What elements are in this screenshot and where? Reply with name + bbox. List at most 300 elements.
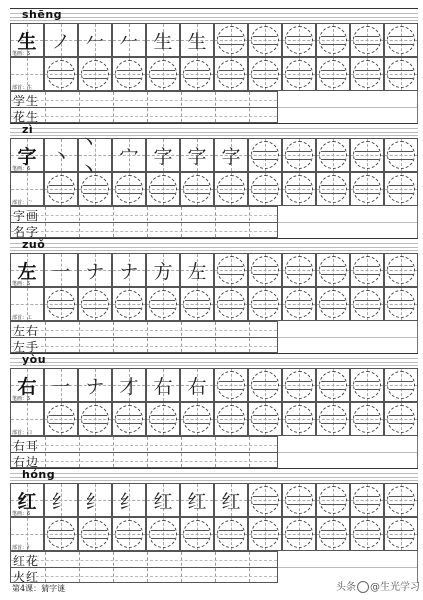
cell-guide (389, 423, 413, 424)
cell-circle (319, 405, 347, 433)
cell-guide (117, 78, 141, 79)
cell-guide (219, 381, 243, 382)
cell-guide (287, 300, 311, 301)
practice-cell (78, 368, 112, 402)
word-guide (79, 552, 80, 582)
pinyin-guide (10, 135, 418, 136)
pinyin-guide (10, 480, 418, 481)
word-guide (113, 437, 114, 467)
word-guide (11, 231, 277, 232)
cell-guide (185, 538, 209, 539)
cell-circle (217, 256, 245, 284)
word-guide (79, 437, 80, 467)
cell-guide (321, 423, 345, 424)
word-guide (249, 437, 250, 467)
practice-cell (282, 517, 316, 551)
cell-circle (319, 60, 347, 88)
cell-guide (219, 274, 243, 275)
practice-cell (350, 517, 384, 551)
practice-cell (248, 483, 282, 517)
cell-circle (285, 60, 313, 88)
word-example: 学生 (13, 94, 40, 108)
cell-guide (287, 423, 311, 424)
cell-guide (151, 185, 175, 186)
cell-guide (83, 538, 107, 539)
word-divider (11, 107, 277, 108)
practice-cell (180, 23, 214, 57)
practice-cell (146, 368, 180, 402)
radical-label: 部首：工 (12, 315, 33, 321)
word-guide (215, 207, 216, 237)
cell-guide (49, 423, 73, 424)
cell-guide (219, 193, 243, 194)
stroke-step: 纟 (85, 490, 105, 513)
word-example: 左手 (13, 340, 40, 354)
cell-guide (11, 189, 43, 190)
stroke-step: 丶丶 (79, 132, 99, 181)
cell-guide (117, 538, 141, 539)
cell-guide (185, 78, 209, 79)
word-example: 红花 (13, 554, 40, 568)
practice-cell (384, 253, 418, 287)
word-guide (181, 437, 182, 467)
word-guide (249, 552, 250, 582)
stroke-count-label: 笔画：5 (12, 281, 31, 287)
cell-circle (217, 175, 245, 203)
practice-cell (146, 517, 180, 551)
cell-circle (183, 520, 211, 548)
practice-cell (214, 287, 248, 321)
cell-circle (251, 520, 279, 548)
word-guide (249, 207, 250, 237)
cell-guide (253, 415, 277, 416)
practice-cell (316, 253, 350, 287)
cell-circle (285, 290, 313, 318)
word-guide (147, 207, 148, 237)
cell-guide (253, 193, 277, 194)
stroke-step: 左 (187, 260, 207, 283)
pinyin-guide (10, 20, 418, 21)
cell-guide (219, 423, 243, 424)
cell-guide (185, 193, 209, 194)
cell-circle (217, 60, 245, 88)
practice-cell (146, 172, 180, 206)
cell-guide (11, 74, 43, 75)
cell-guide (355, 44, 379, 45)
practice-cell (112, 172, 146, 206)
character-block (10, 238, 418, 353)
word-divider (11, 337, 277, 338)
cell-circle (285, 520, 313, 548)
practice-cell (384, 172, 418, 206)
practice-cell (44, 253, 78, 287)
word-guide (79, 322, 80, 352)
cell-guide (253, 530, 277, 531)
cell-guide (389, 538, 413, 539)
cell-guide (321, 159, 345, 160)
cell-guide (321, 308, 345, 309)
cell-guide (11, 304, 43, 305)
cell-guide (83, 530, 107, 531)
pinyin-row (10, 353, 418, 368)
cell-guide (321, 185, 345, 186)
practice-cell (350, 253, 384, 287)
cell-guide (83, 415, 107, 416)
practice-cell (316, 368, 350, 402)
stroke-step: 红 (187, 490, 207, 513)
cell-guide (287, 308, 311, 309)
stroke-count-label: 笔画：5 (12, 51, 31, 57)
word-guide (181, 207, 182, 237)
practice-cell (78, 402, 112, 436)
word-guide (45, 437, 46, 467)
cell-guide (389, 381, 413, 382)
practice-cell (180, 517, 214, 551)
word-guide (45, 552, 46, 582)
cell-circle (319, 141, 347, 169)
practice-cell (78, 23, 112, 57)
cell-circle (353, 486, 381, 514)
cell-circle (285, 256, 313, 284)
practice-cell (78, 57, 112, 91)
character-block (10, 468, 418, 583)
word-guide (113, 207, 114, 237)
word-guide (181, 322, 182, 352)
cell-guide (389, 415, 413, 416)
cell-circle (319, 486, 347, 514)
cell-guide (389, 78, 413, 79)
cell-guide (355, 159, 379, 160)
cell-guide (287, 159, 311, 160)
practice-cell (350, 287, 384, 321)
cell-circle (353, 405, 381, 433)
practice-cell (350, 402, 384, 436)
cell-guide (287, 193, 311, 194)
cell-circle (353, 520, 381, 548)
word-guide (249, 92, 250, 122)
practice-cell (78, 483, 112, 517)
word-divider (11, 452, 277, 453)
cell-guide (287, 496, 311, 497)
word-guide (11, 346, 277, 347)
pinyin-text: zì (22, 123, 34, 136)
practice-cell (248, 57, 282, 91)
cell-circle (251, 60, 279, 88)
cell-guide (83, 423, 107, 424)
cell-circle (285, 486, 313, 514)
cell-guide (287, 266, 311, 267)
practice-cell (384, 483, 418, 517)
cell-guide (253, 185, 277, 186)
word-guide (11, 215, 277, 216)
word-guide (249, 322, 250, 352)
word-practice-area (10, 551, 278, 583)
cell-guide (321, 381, 345, 382)
cell-circle (285, 175, 313, 203)
word-guide (79, 207, 80, 237)
practice-cell (112, 483, 146, 517)
cell-guide (253, 389, 277, 390)
cell-guide (389, 274, 413, 275)
cell-circle (387, 371, 415, 399)
pinyin-text: zuǒ (22, 238, 46, 251)
cell-guide (355, 274, 379, 275)
word-guide (215, 437, 216, 467)
cell-guide (49, 300, 73, 301)
practice-cell (384, 57, 418, 91)
cell-circle (217, 371, 245, 399)
cell-guide (287, 389, 311, 390)
cell-circle (353, 256, 381, 284)
cell-guide (355, 36, 379, 37)
cell-guide (117, 308, 141, 309)
practice-cell (384, 402, 418, 436)
cell-guide (287, 415, 311, 416)
cell-guide (253, 300, 277, 301)
cell-guide (83, 78, 107, 79)
cell-guide (355, 415, 379, 416)
practice-cell (214, 402, 248, 436)
cell-circle (183, 175, 211, 203)
practice-cell (248, 138, 282, 172)
practice-cell (146, 23, 180, 57)
stroke-step: 生 (187, 30, 207, 53)
cell-circle (319, 175, 347, 203)
cell-guide (355, 300, 379, 301)
cell-guide (185, 308, 209, 309)
practice-cell (316, 402, 350, 436)
cell-circle (115, 405, 143, 433)
stroke-step: ノ (51, 30, 71, 53)
pinyin-text: hóng (22, 468, 56, 481)
word-guide (45, 322, 46, 352)
cell-guide (83, 70, 107, 71)
pinyin-guide (10, 132, 418, 133)
practice-cell (146, 483, 180, 517)
cell-guide (253, 423, 277, 424)
cell-guide (253, 504, 277, 505)
practice-cell (44, 23, 78, 57)
stroke-step: 字 (153, 145, 173, 168)
character-block (10, 123, 418, 238)
radical-label: 部首：口 (12, 430, 33, 436)
stroke-step: 丶 (51, 145, 71, 168)
practice-cell (44, 368, 78, 402)
word-blank-line (278, 567, 417, 568)
cell-guide (321, 274, 345, 275)
cell-guide (253, 266, 277, 267)
cell-guide (321, 504, 345, 505)
practice-cell (316, 483, 350, 517)
stroke-step: 一 (51, 375, 71, 398)
word-guide (181, 552, 182, 582)
practice-cell (78, 287, 112, 321)
cell-guide (389, 159, 413, 160)
cell-guide (151, 78, 175, 79)
radical-label: 部首：纟 (12, 545, 33, 551)
cell-guide (355, 70, 379, 71)
cell-circle (115, 60, 143, 88)
practice-sheet (10, 8, 418, 584)
cell-guide (49, 530, 73, 531)
cell-guide (355, 423, 379, 424)
cell-guide (389, 266, 413, 267)
word-guide (11, 100, 277, 101)
cell-guide (287, 151, 311, 152)
cell-circle (353, 371, 381, 399)
cell-guide (287, 538, 311, 539)
watermark-text-a: 头条 (336, 582, 356, 593)
practice-cell (44, 402, 78, 436)
stroke-step: 红 (153, 490, 173, 513)
practice-cell (180, 138, 214, 172)
stroke-step: 𠂉 (119, 30, 139, 53)
pinyin-guide (10, 358, 418, 359)
practice-cell (214, 23, 248, 57)
word-guide (147, 437, 148, 467)
cell-circle (319, 26, 347, 54)
practice-cell (112, 57, 146, 91)
practice-cell (214, 138, 248, 172)
cell-guide (389, 70, 413, 71)
stroke-step: ナ (85, 260, 105, 283)
cell-circle (251, 371, 279, 399)
cell-guide (321, 193, 345, 194)
cell-guide (287, 78, 311, 79)
cell-guide (83, 193, 107, 194)
cell-guide (117, 193, 141, 194)
cell-circle (285, 405, 313, 433)
practice-cell (350, 23, 384, 57)
cell-guide (219, 530, 243, 531)
practice-cell (248, 172, 282, 206)
pinyin-guide (10, 128, 418, 129)
practice-cell (248, 287, 282, 321)
cell-guide (321, 530, 345, 531)
cell-guide (287, 530, 311, 531)
cell-guide (321, 266, 345, 267)
word-example: 字画 (13, 209, 40, 223)
stroke-step: 字 (187, 145, 207, 168)
cell-circle (251, 26, 279, 54)
cell-guide (11, 534, 43, 535)
cell-guide (287, 274, 311, 275)
practice-cell (282, 287, 316, 321)
word-example: 右边 (13, 455, 40, 469)
practice-cell (180, 287, 214, 321)
cell-circle (115, 175, 143, 203)
word-divider (11, 222, 277, 223)
cell-guide (219, 300, 243, 301)
cell-guide (355, 538, 379, 539)
cell-guide (83, 300, 107, 301)
cell-guide (49, 415, 73, 416)
stroke-step: 𠂉 (85, 30, 105, 53)
word-practice-area (10, 321, 278, 353)
practice-cell (282, 368, 316, 402)
practice-cell (44, 138, 78, 172)
cell-circle (217, 520, 245, 548)
cell-circle (319, 371, 347, 399)
practice-cell (112, 23, 146, 57)
word-example: 火红 (13, 570, 40, 584)
cell-guide (117, 70, 141, 71)
watermark-logo-icon (357, 581, 369, 593)
word-guide (181, 92, 182, 122)
word-blank-line (278, 107, 417, 108)
word-blank-line (278, 337, 417, 338)
watermark-text-b: @生光学习 (370, 582, 420, 593)
pinyin-guide (10, 362, 418, 363)
pinyin-row (10, 468, 418, 483)
cell-circle (353, 175, 381, 203)
cell-circle (47, 60, 75, 88)
practice-cell (316, 517, 350, 551)
practice-cell (316, 57, 350, 91)
practice-cell (78, 172, 112, 206)
word-divider (11, 567, 277, 568)
word-guide (215, 552, 216, 582)
word-guide (215, 92, 216, 122)
practice-cell (146, 57, 180, 91)
character-block (10, 353, 418, 468)
practice-cell (146, 287, 180, 321)
pinyin-row (10, 8, 418, 23)
word-practice-area (10, 91, 278, 123)
word-guide (11, 330, 277, 331)
practice-cell (214, 368, 248, 402)
practice-cell (146, 138, 180, 172)
cell-guide (185, 70, 209, 71)
cell-guide (117, 300, 141, 301)
word-guide (113, 92, 114, 122)
cell-guide (151, 423, 175, 424)
stroke-step: 纟 (51, 490, 71, 513)
cell-circle (47, 520, 75, 548)
cell-circle (47, 405, 75, 433)
cell-circle (285, 141, 313, 169)
practice-cell (112, 368, 146, 402)
word-practice-area (10, 436, 278, 468)
cell-guide (389, 193, 413, 194)
cell-circle (251, 486, 279, 514)
word-guide (113, 552, 114, 582)
word-guide (113, 322, 114, 352)
practice-cell (316, 287, 350, 321)
cell-guide (253, 381, 277, 382)
practice-cell (384, 287, 418, 321)
main-character: 生 (17, 30, 37, 53)
practice-cell (384, 517, 418, 551)
practice-cell (180, 253, 214, 287)
cell-guide (219, 415, 243, 416)
cell-guide (151, 70, 175, 71)
cell-guide (151, 538, 175, 539)
main-character: 左 (17, 260, 37, 283)
word-guide (11, 576, 277, 577)
cell-circle (353, 60, 381, 88)
pinyin-row (10, 238, 418, 253)
practice-cell (316, 138, 350, 172)
word-practice-area (10, 206, 278, 238)
cell-circle (149, 520, 177, 548)
main-character: 右 (17, 375, 37, 398)
cell-circle (81, 405, 109, 433)
cell-guide (355, 308, 379, 309)
word-guide (45, 92, 46, 122)
cell-guide (389, 300, 413, 301)
cell-guide (185, 300, 209, 301)
